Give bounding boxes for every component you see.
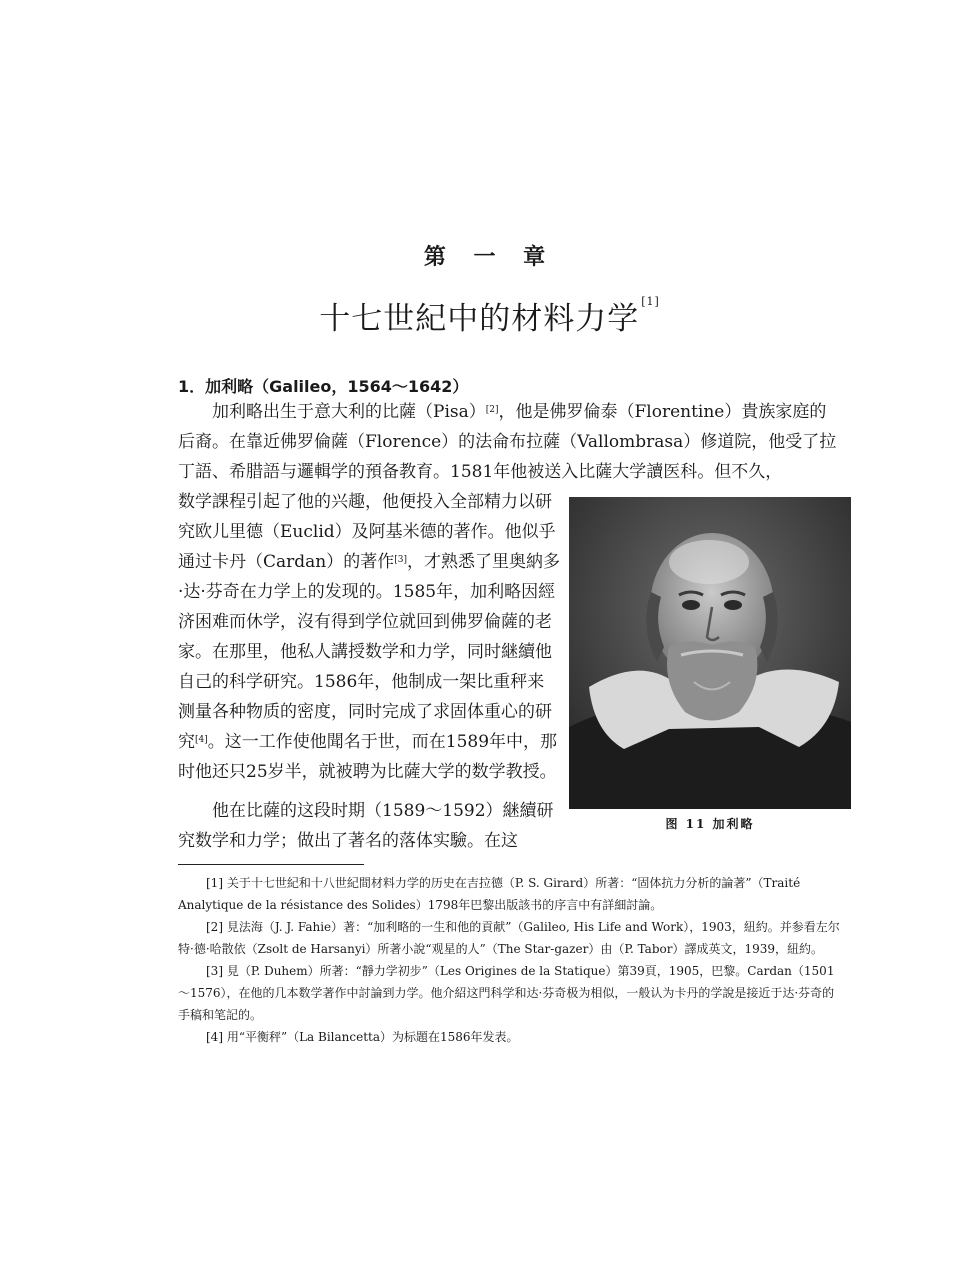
paragraph-intro-part-b: ，他是佛罗倫泰（Florentine）貴族家庭的后裔。在靠近佛罗倫薩（Florence）的法侖布拉薩（Vallombrasa）修道院，他受了拉丁語、希腊語与邏輯学的預备教育。1581年他被送入比薩大学讀医科。但不久， <box>178 402 837 482</box>
paragraph-pisa-period: 他在比薩的这段时期（1589～1592）継續研究数学和力学；做出了著名的落体实驗。在这 <box>178 801 554 851</box>
footnote-4: [4] 用“平衡秤”（La Bilancetta）为标題在1586年发表。 <box>206 1030 519 1044</box>
paragraph-intro <box>178 397 838 487</box>
footnote-2: [2] 見法海（J. J. Fahie）著：“加利略的一生和他的貢献”（Galileo, His Life and Work），1903，紐約。并参看左尔特·德·哈散依（Zsolt de Harsanyi）所著小說“观星的人”（The Star-gazer）由（P. Tabor）譯成英文，1939，紐約。 <box>178 920 840 956</box>
galileo-portrait-figure <box>569 497 851 809</box>
chapter-title-footnote-ref: [1] <box>641 295 660 308</box>
paragraph-intro-part-a: 加利略出生于意大利的比薩（Pisa） <box>212 402 486 422</box>
footnote-divider <box>178 864 364 865</box>
chapter-title-text: 十七世紀中的材料力学 <box>319 301 640 337</box>
footnote-ref-4: [4] <box>195 735 208 745</box>
paragraph-career-part-c: 。这一工作使他聞名于世，而在1589年中，那时他还只25岁半，就被聘为比薩大学的数学教授。 <box>178 732 558 782</box>
footnotes-section <box>178 872 840 1048</box>
figure-caption: 图 11 加利略 <box>665 817 755 831</box>
footnote-ref-2: [2] <box>485 405 499 415</box>
paragraph-career-part-a: 数学課程引起了他的兴趣，他便投入全部精力以研究欧儿里德（Euclid）及阿基米德的著作。他似乎通过卡丹（Cardan）的著作 <box>178 492 556 572</box>
paragraph-career <box>178 487 560 787</box>
paragraph-career-part-b: ，才熟悉了里奥納多·达·芬奇在力学上的发现的。1585年，加利略因經济困难而休学，沒有得到学位就回到佛罗倫薩的老家。在那里，他私人講授数学和力学，同时継續他自己的科学研究。1586年，他制成一架比重秤来测量各种物质的密度，同时完成了求固体重心的研究 <box>178 552 560 752</box>
footnote-ref-3: [3] <box>394 555 407 565</box>
section-heading: 1．加利略（Galileo，1564～1642） <box>178 377 469 396</box>
chapter-title <box>0 293 979 338</box>
galileo-portrait-image <box>569 497 851 809</box>
chapter-label: 第 一 章 <box>423 244 556 270</box>
footnote-1: [1] 关于十七世紀和十八世紀間材料力学的历史在吉拉德（P. S. Girard）所著：“固体抗力分析的論著”（Traité Analytique de la résistance des Solides）1798年巴黎出版該书的序言中有詳細討論。 <box>178 876 801 912</box>
footnote-3: [3] 見（P. Duhem）所著：“靜力学初步”（Les Origines de la Statique）第39頁，1905，巴黎。Cardan（1501～1576），在他的几本数学著作中討論到力学。他介紹这門科学和达·芬奇极为相似，一般认为卡丹的学說是接近于达·芬奇的手稿和笔記的。 <box>178 964 835 1022</box>
